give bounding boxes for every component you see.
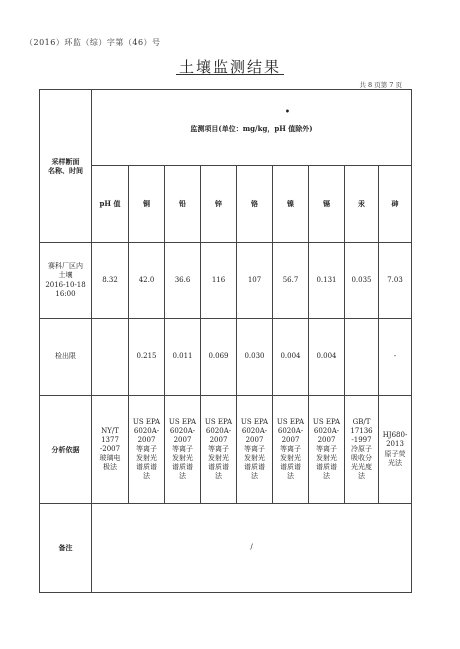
method-value-cell-text: HJ680- 2013 原子荧 光法	[382, 431, 408, 467]
method-value-cell	[237, 396, 273, 504]
row-header-label	[40, 90, 92, 243]
column-header-cell-text: 镍	[287, 199, 294, 209]
column-header-cell-text: 镉	[323, 199, 330, 209]
table-row	[40, 504, 412, 593]
limit-value-cell	[201, 319, 237, 396]
sample-value-cell	[165, 243, 201, 319]
limit-value-cell-text: 0.004	[316, 352, 337, 361]
column-header-cell	[379, 166, 412, 243]
items-header	[92, 90, 412, 166]
limit-label	[40, 319, 92, 396]
sample-value-cell-text: 107	[247, 275, 262, 284]
sample-value-cell-text: 0.035	[351, 275, 372, 284]
method-value-cell-text: GB/T 17136 -1997 冷原子 吸收分 光光度 法	[350, 417, 373, 481]
stray-mark: •	[284, 105, 291, 116]
method-value-cell-text: US EPA 6020A- 2007 等离子 发射光 谱质谱 法	[132, 417, 161, 481]
method-label-text: 分析依据	[51, 444, 80, 454]
table-row	[40, 396, 412, 504]
method-value-cell-text: NY/T 1377 -2007 玻璃电 极法	[99, 426, 121, 472]
method-value-cell	[309, 396, 345, 504]
sample-value-cell-text: 7.03	[387, 275, 403, 284]
limit-value-cell	[379, 319, 412, 396]
column-header-cell	[129, 166, 165, 243]
limit-value-cell	[345, 319, 379, 396]
method-value-cell	[379, 396, 412, 504]
column-header-cell-text: pH 值	[99, 199, 121, 209]
method-value-cell-text: US EPA 6020A- 2007 等离子 发射光 谱质谱 法	[240, 417, 269, 481]
limit-value-cell-text: 0.069	[208, 352, 229, 361]
column-header-cell-text: 砷	[391, 199, 399, 209]
column-header-cell	[273, 166, 309, 243]
limit-label-text: 检出限	[55, 352, 76, 361]
column-header-cell	[165, 166, 201, 243]
document-number: （2016）环监（综）字第（46）号	[25, 38, 161, 47]
limit-value-cell	[309, 319, 345, 396]
page-count: 共 8 页第 7 页	[359, 81, 402, 89]
sample-value-cell	[201, 243, 237, 319]
method-value-cell-text: US EPA 6020A- 2007 等离子 发射光 谱质谱 法	[204, 417, 233, 481]
column-header-cell-text: 汞	[358, 199, 365, 209]
column-header-cell	[92, 166, 129, 243]
sample-value-cell-text: 42.0	[138, 275, 155, 284]
note-value-text: /	[250, 543, 253, 552]
sample-value-cell-text: 0.131	[316, 275, 337, 284]
method-value-cell	[165, 396, 201, 504]
limit-value-cell	[129, 319, 165, 396]
sample-value-cell-text: 36.6	[174, 275, 191, 284]
sample-value-cell	[92, 243, 129, 319]
sample-value-cell	[345, 243, 379, 319]
method-label	[40, 396, 92, 504]
method-value-cell	[92, 396, 129, 504]
limit-value-cell-text: 0.215	[136, 352, 157, 361]
sample-label-text: 赛科厂区内 土壤 2016-10-18 16:00	[45, 262, 86, 298]
sample-value-cell-text: 116	[211, 275, 226, 284]
limit-value-cell-text: 0.030	[244, 352, 265, 361]
method-value-cell-text: US EPA 6020A- 2007 等离子 发射光 谱质谱 法	[276, 417, 305, 481]
title-underline	[176, 74, 284, 75]
row-header-text: 采样断面 名称、时间	[48, 156, 83, 175]
note-label-text: 备注	[58, 543, 73, 553]
sample-value-cell	[379, 243, 412, 319]
sample-value-cell	[237, 243, 273, 319]
limit-value-cell-text: 0.011	[172, 352, 193, 361]
note-label	[40, 504, 92, 593]
soil-monitoring-table	[39, 89, 412, 593]
sample-label	[40, 243, 92, 319]
items-header-text: 监测项目(单位：mg/kg，pH 值除外)	[190, 124, 313, 134]
limit-value-cell-text: -	[393, 352, 397, 361]
limit-value-cell-text: 0.004	[280, 352, 301, 361]
sample-value-cell	[129, 243, 165, 319]
limit-value-cell	[237, 319, 273, 396]
column-header-cell-text: 铬	[251, 199, 258, 209]
column-header-cell-text: 铅	[179, 199, 186, 209]
method-value-cell-text: US EPA 6020A- 2007 等离子 发射光 谱质谱 法	[312, 417, 341, 481]
table-row	[40, 319, 412, 396]
method-value-cell	[129, 396, 165, 504]
method-value-cell	[273, 396, 309, 504]
table-row	[40, 243, 412, 319]
column-header-cell-text: 铜	[143, 199, 150, 209]
method-value-cell	[345, 396, 379, 504]
method-value-cell	[201, 396, 237, 504]
sample-value-cell	[273, 243, 309, 319]
sample-value-cell-text: 56.7	[282, 275, 299, 284]
limit-value-cell	[273, 319, 309, 396]
column-header-cell	[201, 166, 237, 243]
column-header-cell	[345, 166, 379, 243]
page-title: 土壤监测结果	[178, 58, 281, 76]
note-value	[92, 504, 412, 593]
limit-value-cell	[92, 319, 129, 396]
limit-value-cell	[165, 319, 201, 396]
sample-value-cell	[309, 243, 345, 319]
column-header-cell-text: 锌	[215, 199, 222, 209]
column-header-row	[40, 166, 412, 243]
column-header-cell	[309, 166, 345, 243]
column-header-cell	[237, 166, 273, 243]
sample-value-cell-text: 8.32	[102, 275, 118, 284]
method-value-cell-text: US EPA 6020A- 2007 等离子 发射光 谱质谱 法	[168, 417, 197, 481]
